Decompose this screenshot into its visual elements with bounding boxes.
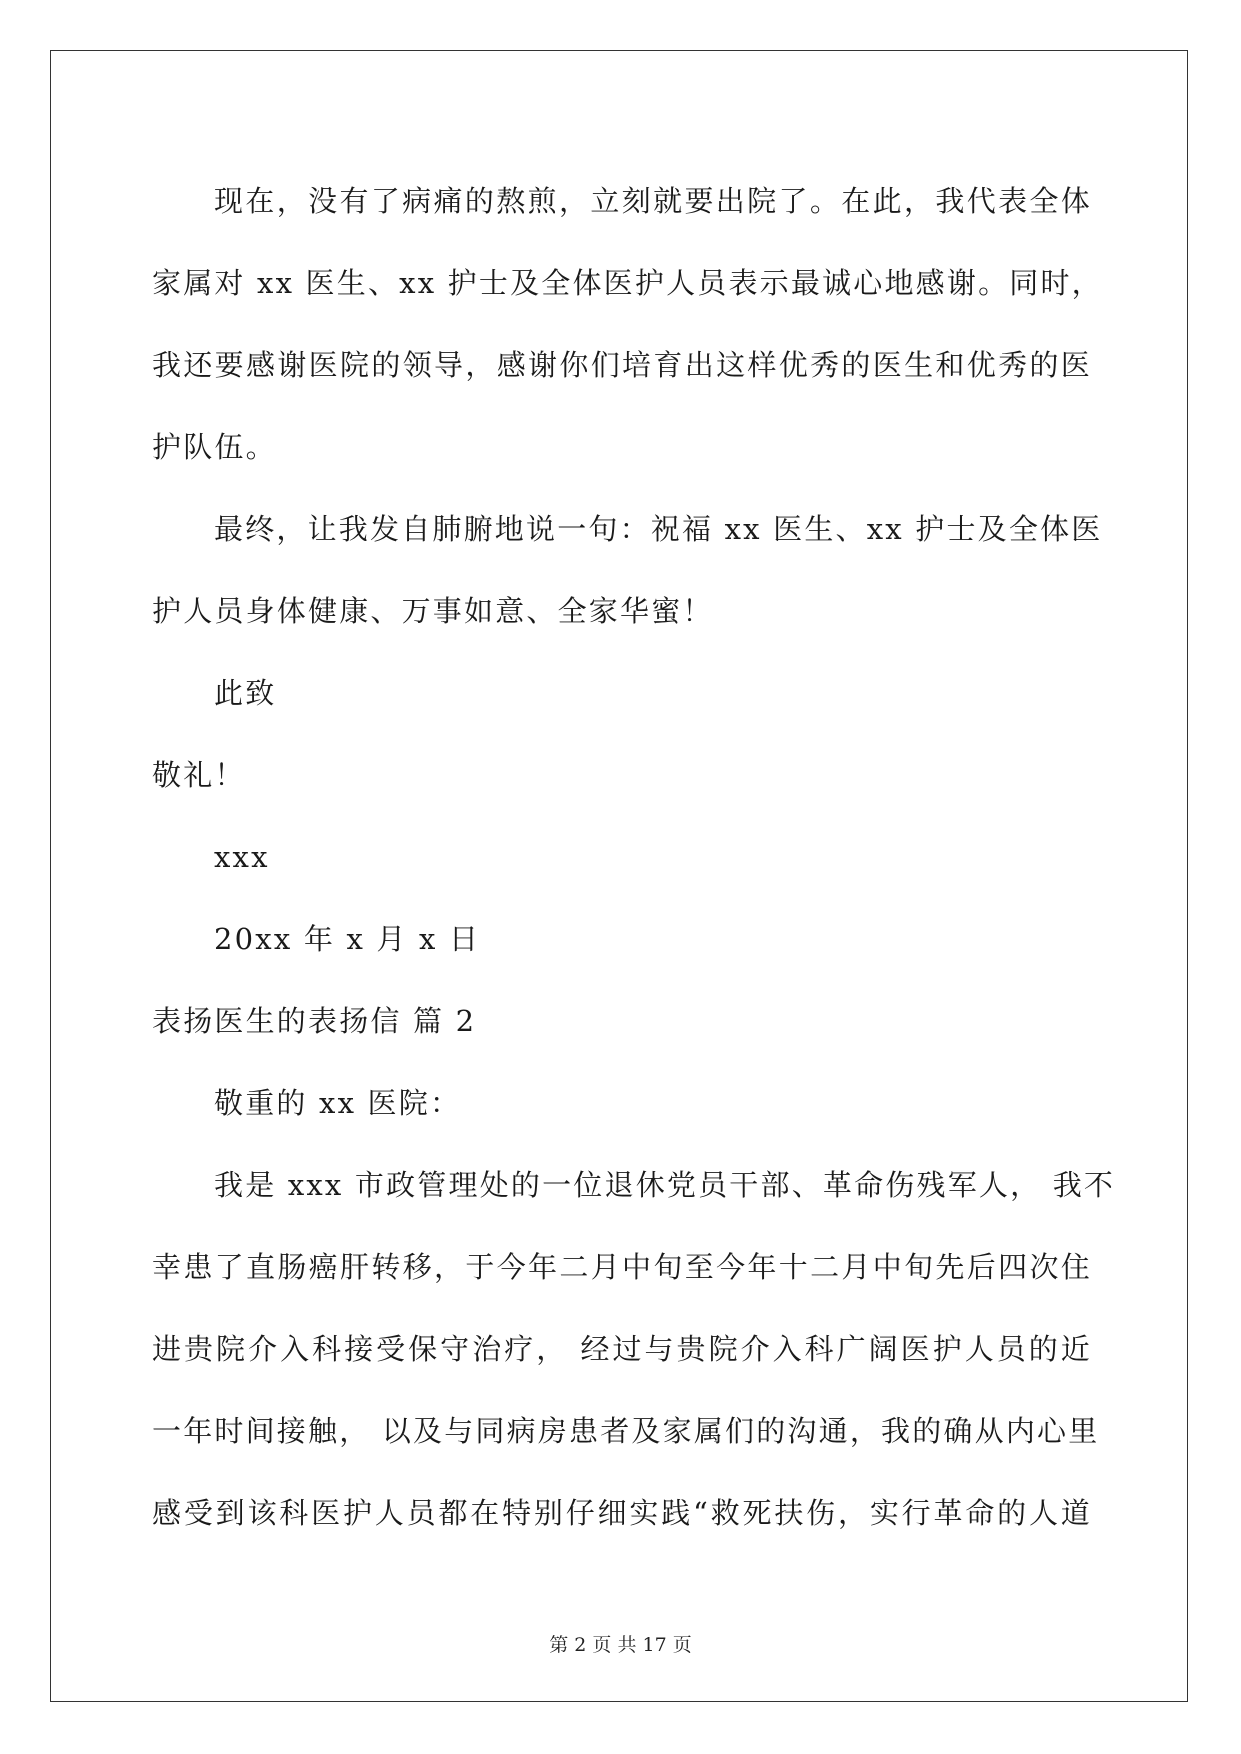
text-line: 此致	[214, 676, 277, 710]
text-line: 护队伍。	[152, 430, 277, 464]
section-heading	[152, 980, 1092, 1062]
text-line: 感受到该科医护人员都在特别仔细实践“救死扶伤，实行革命的人道	[152, 1496, 1092, 1530]
page-footer: 第 2 页 共 17 页	[549, 1634, 692, 1656]
text-line: 现在，没有了病痛的熬煎，立刻就要出院了。在此，我代表全体	[214, 184, 1092, 218]
greeting	[152, 1062, 1092, 1144]
closing-respect	[152, 734, 1092, 816]
document-body	[152, 160, 1116, 1554]
text-line: 我还要感谢医院的领导，感谢你们培育出这样优秀的医生和优秀的医	[152, 348, 1092, 382]
text-line: 敬重的 xx 医院：	[214, 1086, 462, 1120]
text-line: 一年时间接触， 以及与同病房患者及家属们的沟通，我的确从内心里	[152, 1414, 1100, 1448]
closing-salutation	[152, 652, 1092, 734]
text-line: 家属对 xx 医生、xx 护士及全体医护人员表示最诚心地感谢。同时，	[152, 266, 1103, 300]
text-line: 20xx 年 x 月 x 日	[214, 922, 481, 956]
text-line: 幸患了直肠癌肝转移，于今年二月中旬至今年十二月中旬先后四次住	[152, 1250, 1092, 1284]
text-line: 表扬医生的表扬信 篇 2	[152, 1004, 477, 1038]
text-line: 最终，让我发自肺腑地说一句：祝福 xx 医生、xx 护士及全体医	[214, 512, 1103, 546]
text-line: 我是 xxx 市政管理处的一位退休党员干部、革命伤残军人， 我不	[214, 1168, 1116, 1202]
text-line: xxx	[214, 840, 270, 874]
text-line: 进贵院介入科接受保守治疗， 经过与贵院介入科广阔医护人员的近	[152, 1332, 1092, 1366]
paragraph	[152, 488, 1103, 652]
text-line: 护人员身体健康、万事如意、全家华蜜！	[152, 594, 714, 628]
paragraph	[152, 1144, 1116, 1554]
paragraph	[152, 160, 1103, 488]
signature	[152, 816, 1092, 898]
letter-date	[152, 898, 1092, 980]
text-line: 敬礼！	[152, 758, 246, 792]
